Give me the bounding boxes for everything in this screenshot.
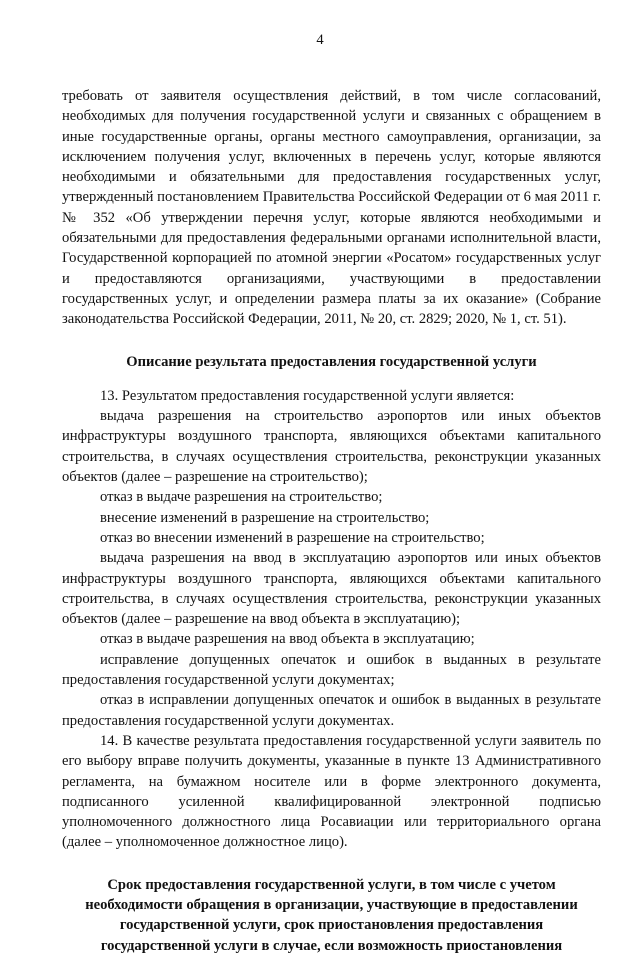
result-item: внесение изменений в разрешение на строительство; <box>100 509 430 526</box>
result-item: исправление допущенных опечаток и ошибок в выданных в результате предоставления государственной услуги документах; <box>62 651 601 689</box>
section-heading-term-line: Срок предоставления государственной услуги, в том числе с учетом <box>107 876 556 893</box>
result-item: отказ в исправлении допущенных опечаток и ошибок в выданных в результате предоставления государственной услуги документах. <box>62 692 601 729</box>
result-item: отказ в выдаче разрешения на ввод объекта в эксплуатацию; <box>100 631 475 648</box>
result-item: выдача разрешения на строительство аэропортов или иных объектов инфраструктуры воздушного транспорта, являющихся объектами капитального строительства, в случаях осуществления строительства, реконструкции указанных объектов (далее – разрешение на строительство); <box>62 408 601 486</box>
paragraph-item-13: 13. Результатом предоставления государственной услуги является: <box>100 387 515 404</box>
result-item: отказ во внесении изменений в разрешение на строительство; <box>100 529 485 546</box>
result-item: выдача разрешения на ввод в эксплуатацию аэропортов или иных объектов инфраструктуры воздушного транспорта, являющихся объектами капитального строительства, в случаях осуществления строительства, реконструкции указанных объектов (далее – разрешение на ввод объекта в эксплуатацию); <box>62 550 601 628</box>
result-item: отказ в выдаче разрешения на строительство; <box>100 489 383 506</box>
page-number: 4 <box>316 32 324 48</box>
section-heading-term-line: необходимости обращения в организации, участвующие в предоставлении <box>85 896 578 913</box>
paragraph-item-14: 14. В качестве результата предоставления государственной услуги заявитель по его выбору вправе получить документы, указанные в пункте 13 Административного регламента, на бумажном носителе или в форме электронного документа, подписанного усиленной квалифицированной электронной подписью уполномоченного должностного лица Росавиации или территориального органа (далее – уполномоченное должностное лицо). <box>62 732 601 851</box>
section-heading-term-line: государственной услуги в случае, если возможность приостановления <box>100 937 563 954</box>
intro-paragraph: требовать от заявителя осуществления действий, в том числе согласований, необходимых для получения государственной услуги и связанных с обращением в иные государственные органы, органы местного самоуправления, организации, за исключением получения услуг, включенных в перечень услуг, которые являются необходимыми и обязательными для предоставления государственных услуг, утвержденный постановлением Правительства Российской Федерации от 6 мая 2011 г. № 352 «Об утверждении перечня услуг, которые являются необходимыми и обязательными для предоставления федеральными органами исполнительной власти, Государственной корпорацией по атомной энергии «Росатом» государственных услуг и предоставляются организациями, участвующими в предоставлении государственных услуг, и определении размера платы за их оказание» (Собрание законодательства Российской Федерации, 2011, № 20, ст. 2829; 2020, № 1, ст. 51). <box>62 88 601 328</box>
section-heading-term-line: государственной услуги, срок приостановления предоставления <box>119 917 544 934</box>
section-heading-result: Описание результата предоставления государственной услуги <box>126 353 537 370</box>
document-body <box>62 86 601 956</box>
